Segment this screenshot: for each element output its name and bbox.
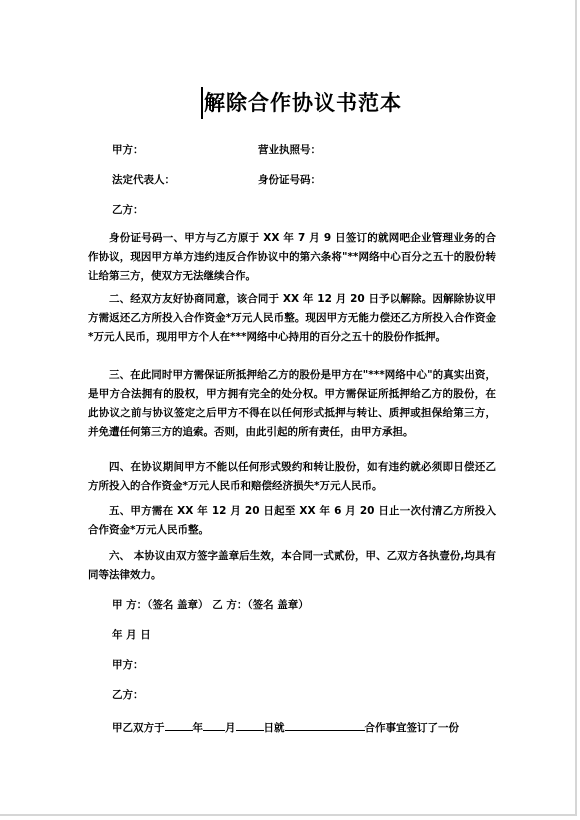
clause-5: 五、甲方需在 XX 年 12 月 20 日起至 XX 年 6 月 20 日止一次付清乙方所投入合作资金*万元人民币整。 <box>88 505 496 536</box>
business-license-label: 营业执照号： <box>258 144 321 156</box>
signature-line: 甲 方：（签名 盖章） 乙 方：（签名 盖章） <box>112 599 309 611</box>
legal-representative-label: 法定代表人： <box>112 174 175 186</box>
agreement-date-text-5: 合作事宜签订了一份 <box>364 722 459 734</box>
clause-4: 四、在协议期间甲方不能以任何形式毁约和转让股份，如有违约就必须即日偿还乙方所投入的合作资金*万元人民币和赔偿经济损失*万元人民币。 <box>88 461 496 492</box>
clause-3: 三、在此同时甲方需保证所抵押给乙方的股份是甲方在"***网络中心"的真实出资，是甲方合法拥有的股权，甲方拥有完全的处分权。甲方需保证所抵押给乙方的股份，在此协议之前与协议签定之后甲方不得在以任何形式抵押与转让、质押或担保给第三方，并免遭任何第三方的追索。否则，由此引起的所有责任，由甲方承担。 <box>88 369 496 438</box>
matter-blank <box>285 718 365 731</box>
party-a-label: 甲方： <box>112 144 144 156</box>
year-blank <box>165 718 193 731</box>
agreement-date-text-3: 月 <box>225 722 236 734</box>
agreement-date-text-2: 年 <box>192 722 203 734</box>
clause-2: 二、经双方友好协商同意，该合同于 XX 年 12 月 20 日予以解除。因解除协议甲方需返还乙方所投入合作资金*万元人民币整。现因甲方无能力偿还乙方所投入合作资金*万元人民币，现用甲方个人在***网络中心持用的百分之五十的股份作抵押。 <box>88 293 496 343</box>
month-blank <box>203 718 225 731</box>
party-b-signature-label: 乙方： <box>112 689 144 701</box>
date-line: 年 月 日 <box>112 629 151 641</box>
document-title: 解除合作协议书范本 <box>204 91 402 115</box>
party-a-signature-label: 甲方： <box>112 659 144 671</box>
agreement-date-text-1: 甲乙双方于 <box>112 722 165 734</box>
party-b-label: 乙方： <box>112 204 144 216</box>
id-number-label: 身份证号码： <box>258 174 321 186</box>
clause-6: 六、 本协议由双方签字盖章后生效，本合同一式贰份，甲、乙双方各执壹份,均具有同等法律效力。 <box>88 550 496 581</box>
agreement-date-line <box>112 718 459 735</box>
day-blank <box>236 718 264 731</box>
text-cursor <box>201 87 203 119</box>
agreement-date-text-4: 日就 <box>263 722 285 734</box>
clause-1: 身份证号码一、甲方与乙方原于 XX 年 7 月 9 日签订的就网吧企业管理业务的合作协议，现因甲方单方违约违反合作协议中的第六条将"**网络中心百分之五十的股份转让给第三方，使双方无法继续合作。 <box>88 232 496 282</box>
